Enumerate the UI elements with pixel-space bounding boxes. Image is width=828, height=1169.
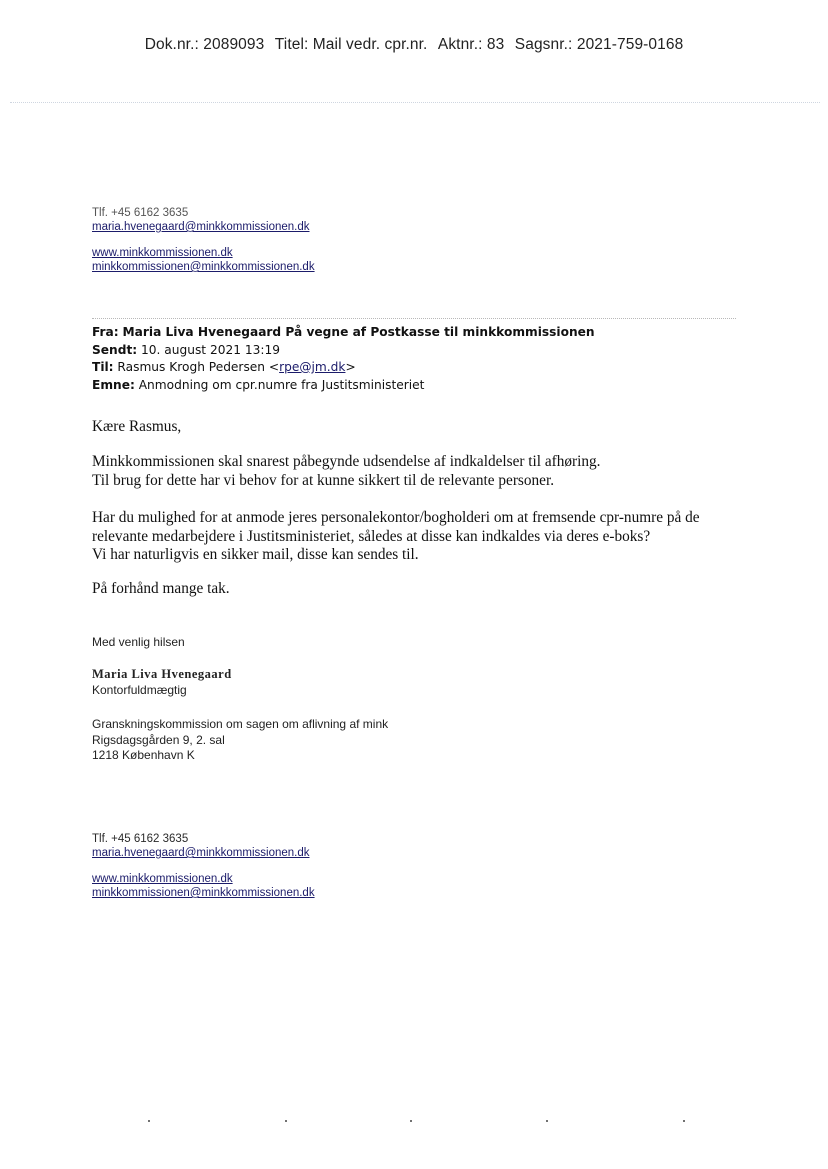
mail-to-email-link[interactable]: rpe@jm.dk [279, 360, 346, 374]
doc-title: Titel: Mail vedr. cpr.nr. [274, 36, 428, 53]
address-block [92, 717, 388, 764]
mail-sent-row: Sendt: 10. august 2021 13:19 [92, 342, 280, 357]
address-street: Rigsdagsgården 9, 2. sal [92, 732, 225, 747]
mail-from-value: Maria Liva Hvenegaard På vegne af Postkasse til minkkommissionen [122, 325, 595, 339]
mail-to-name: Rasmus Krogh Pedersen < [117, 360, 280, 374]
mail-to-row: Til: Rasmus Krogh Pedersen <rpe@jm.dk> [92, 360, 356, 374]
sender-name: Maria Liva Hvenegaard [92, 667, 232, 681]
greeting: Kære Rasmus, [92, 418, 182, 435]
sender-block [92, 667, 232, 698]
scan-dot [410, 1120, 412, 1122]
signature-top [92, 206, 315, 274]
paragraph-2: Har du mulighed for at anmode jeres personalekontor/bogholderi om at fremsende cpr-numre på de relevante medarbejdere i Justitsministeriet, således at disse kan indkaldes via deres e-boks? Vi har naturligvis en sikker mail, disse kan sendes til. [92, 509, 700, 563]
mail-subject-value: Anmodning om cpr.numre fra Justitsministeriet [138, 377, 425, 392]
paragraph-1: Minkkommissionen skal snarest påbegynde udsendelse af indkaldelser til afhøring. Til brug for dette har vi behov for at kunne sikkert til de relevante personer. [92, 453, 601, 489]
sig-top-phone: Tlf. +45 6162 3635 [92, 207, 189, 219]
doc-number: Dok.nr.: 2089093 [144, 36, 265, 53]
mail-header [92, 324, 595, 394]
sig-top-email-link[interactable]: maria.hvenegaard@minkkommissionen.dk [92, 221, 310, 233]
mail-sent-value: 10. august 2021 13:19 [141, 342, 280, 357]
scan-dot [285, 1120, 287, 1122]
mail-from-row: Fra: Maria Liva Hvenegaard På vegne af Postkasse til minkkommissionen [92, 325, 595, 339]
mail-subject-row: Emne: Anmodning om cpr.numre fra Justitsministeriet [92, 377, 425, 392]
scan-dot [546, 1120, 548, 1122]
sig-bottom-email-link[interactable]: maria.hvenegaard@minkkommissionen.dk [92, 847, 310, 859]
scan-artifact-line [10, 102, 820, 103]
document-header [0, 36, 828, 54]
address-city: 1218 København K [92, 748, 195, 762]
org-name: Granskningskommission om sagen om aflivning af mink [92, 717, 389, 731]
case-number: Sagsnr.: 2021-759-0168 [514, 36, 684, 53]
sig-bottom-website-link[interactable]: www.minkkommissionen.dk [92, 873, 233, 885]
mail-separator [92, 318, 736, 319]
act-number: Aktnr.: 83 [437, 36, 505, 53]
sig-bottom-shared-email-link[interactable]: minkkommissionen@minkkommissionen.dk [92, 887, 315, 899]
signature-bottom [92, 832, 315, 900]
scan-dot [148, 1120, 150, 1122]
sender-title: Kontorfuldmægtig [92, 682, 187, 697]
scan-dot [683, 1120, 685, 1122]
regards: Med venlig hilsen [92, 635, 185, 649]
sig-top-shared-email-link[interactable]: minkkommissionen@minkkommissionen.dk [92, 261, 315, 273]
sig-bottom-phone: Tlf. +45 6162 3635 [92, 833, 189, 845]
sig-top-website-link[interactable]: www.minkkommissionen.dk [92, 247, 233, 259]
thanks-line: På forhånd mange tak. [92, 580, 230, 597]
